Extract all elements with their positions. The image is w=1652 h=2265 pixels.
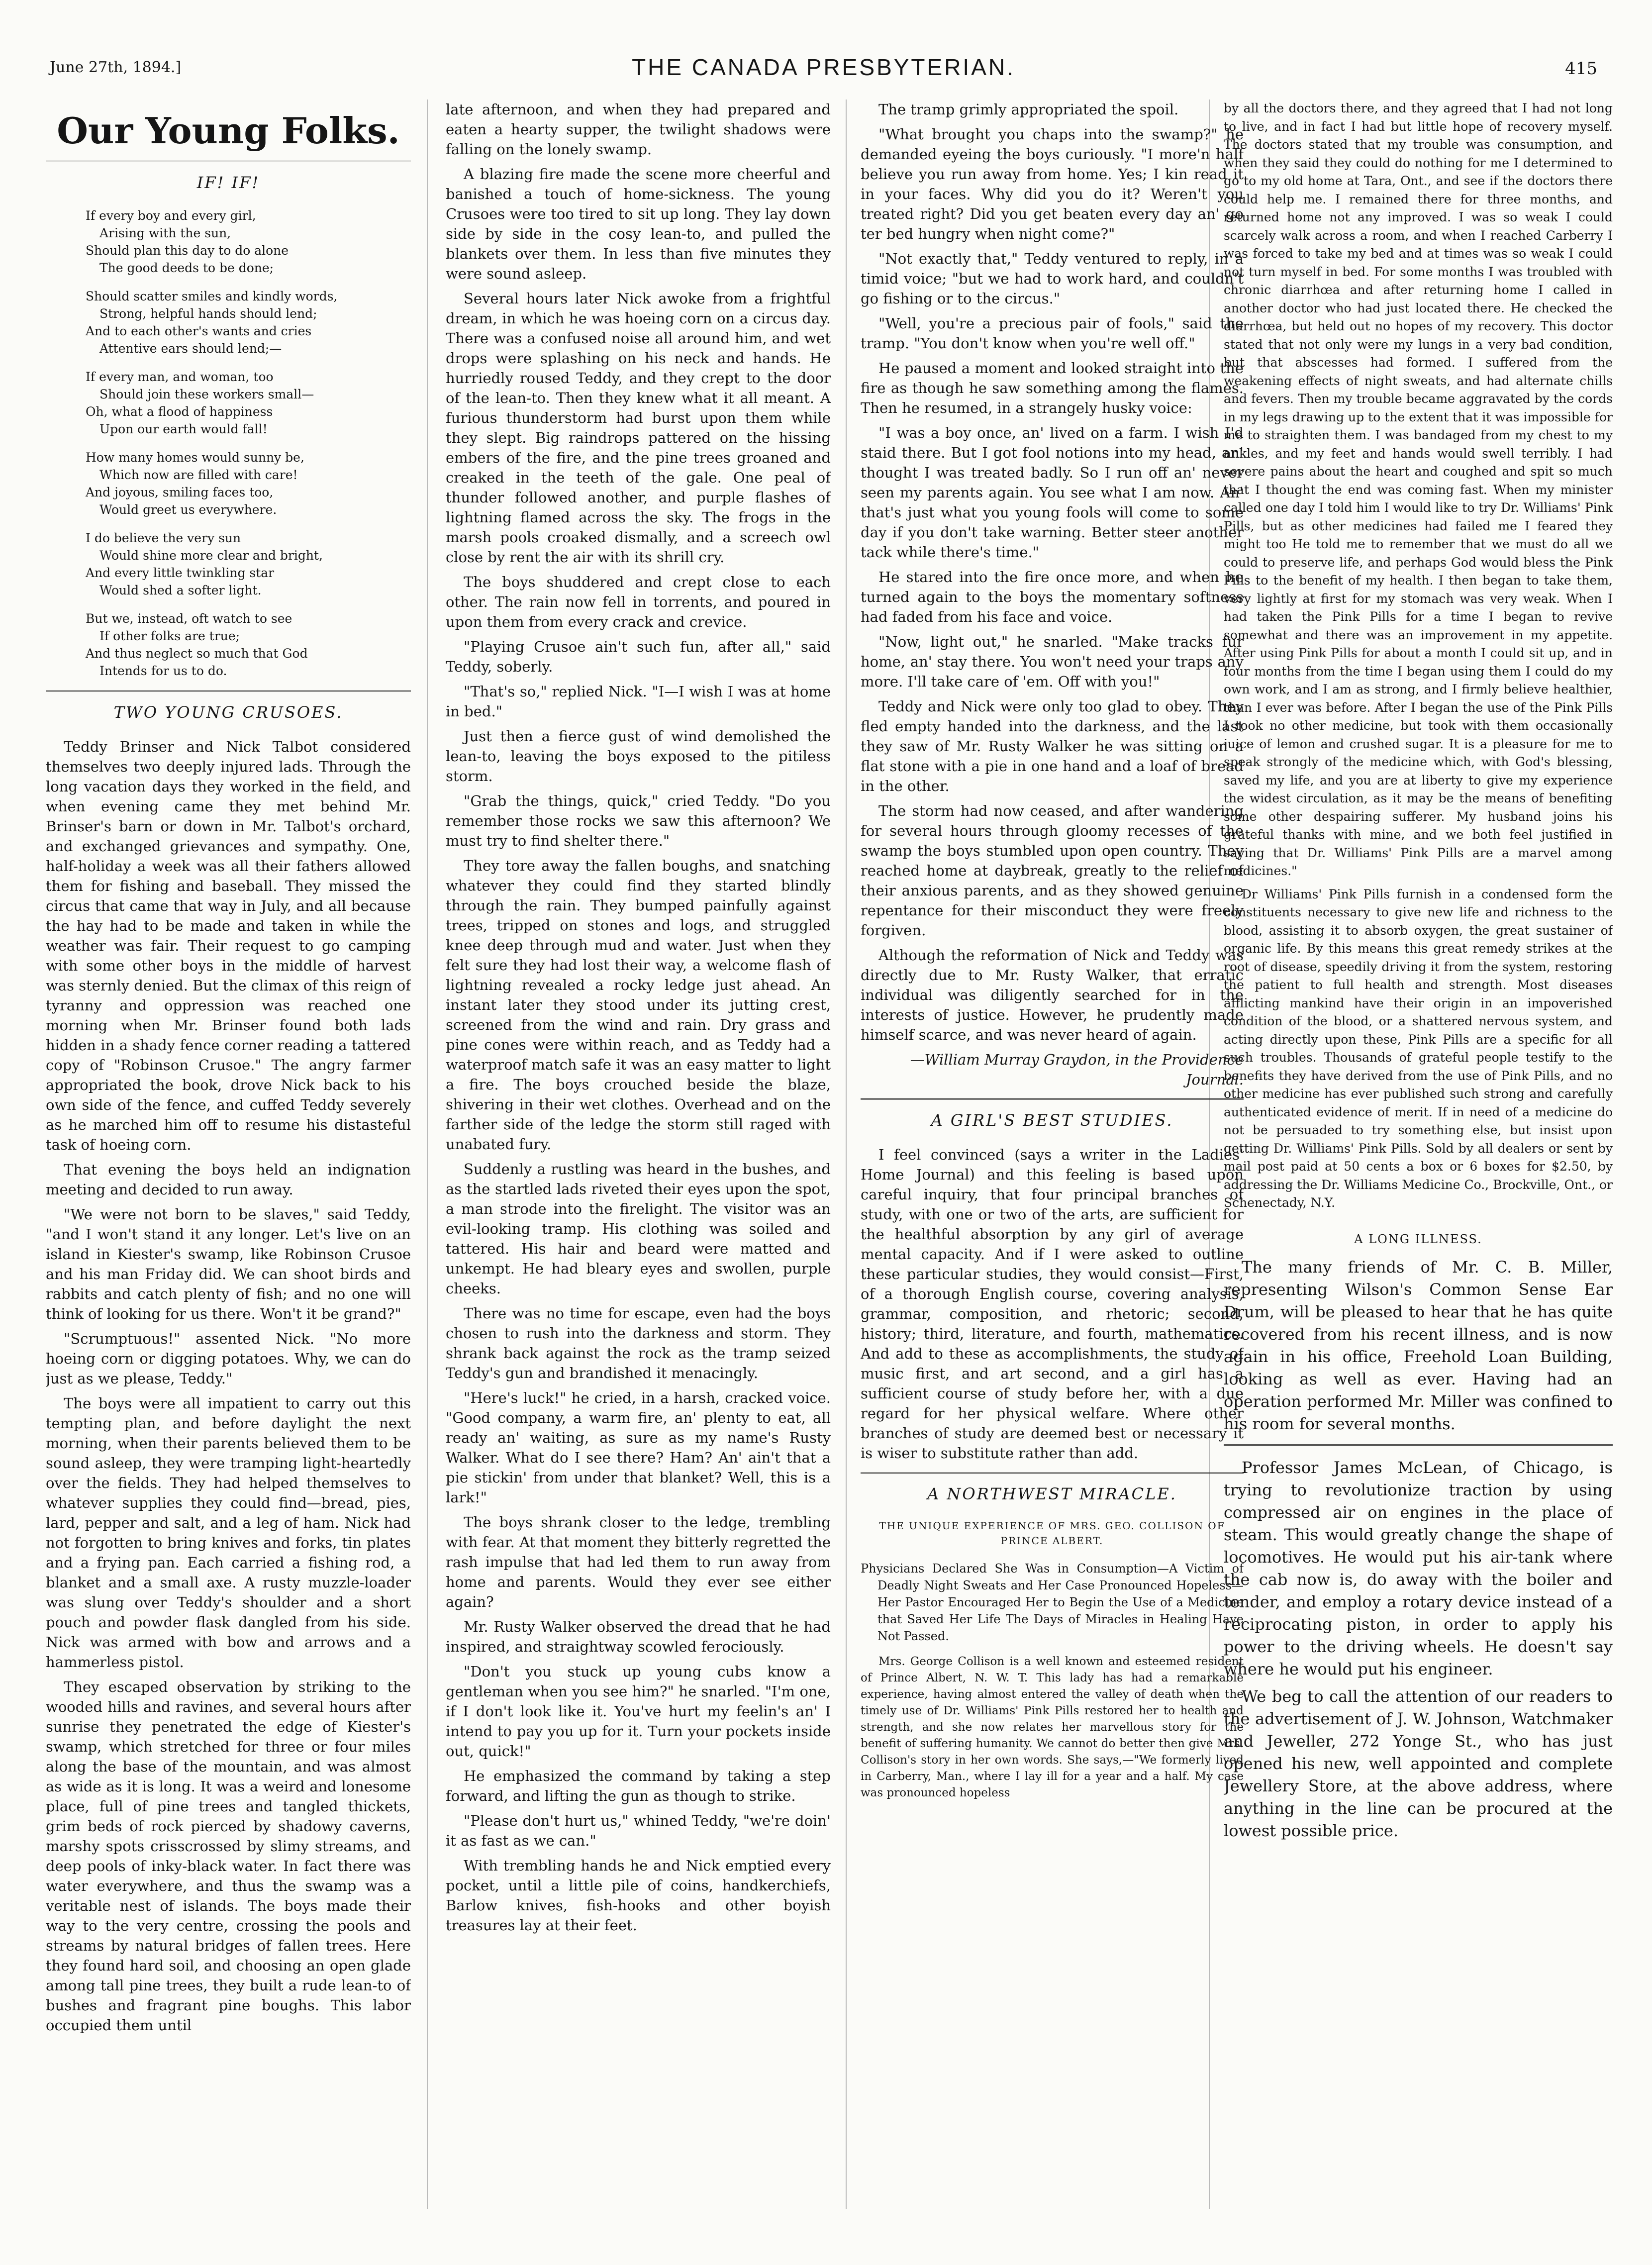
article-paragraph: We beg to call the attention of our readers to the advertisement of J. W. Johnson, Watchmaker and Jeweller, 272 Yonge St., who has just opened his new, well appointed and complete Jewellery Store, at the above address, where anything in the line can be procured at the lowest possible price. — [1224, 1686, 1613, 1840]
poem-line: Upon our earth would fall! — [99, 422, 268, 436]
poem-line: Would greet us everywhere. — [99, 502, 277, 517]
article-deck: Physicians Declared She Was in Consumption—A Victim of Deadly Night Sweats and Her Case Pronounced Hopeless—Her Pastor Encouraged Her to Begin the Use of a Medicine that Saved Her Life The Days of Miracles in Healing Have Not Passed. — [861, 1562, 1244, 1643]
poem-title: IF! IF! — [196, 173, 260, 192]
poem-line: Would shed a softer light. — [99, 583, 262, 597]
story-paragraph: "What brought you chaps into the swamp?" he demanded eyeing the boys curiously. "I more'n half believe you run away from home. Yes; I kin read it in your faces. Why did you do it? Weren't you treated right? Did you get beaten every day an' go ter bed hungry when night come?" — [861, 126, 1244, 242]
poem-stanza — [86, 368, 411, 438]
poem-stanza — [86, 610, 411, 680]
story-paragraph: "That's so," replied Nick. "I—I wish I was at home in bed." — [446, 683, 831, 720]
article-paragraph: Mrs. George Collison is a well known and esteemed resident of Prince Albert, N. W. T. This lady has had a remarkable experience, having almost entered the valley of death when the timely use of Dr. Williams' Pink Pills restored her to health and strength, and she now relates her marvellous story for the benefit of suffering humanity. We cannot do better then give Mrs. Collison's story in her own words. She says,—"We formerly lived in Carberry, Man., where I lay ill for a year and a half. My case was pronounced hopeless — [861, 1655, 1244, 1799]
story-paragraph: The boys were all impatient to carry out this tempting plan, and before daylight the next morning, when their parents believed them to be sound asleep, they were tramping light-heartedly over the fields. They had helped themselves to whatever supplies they could find—bread, pies, lard, pepper and salt, and a leg of ham. Nick had not forgotten to bring knives and forks, tin plates and a frying pan. Each carried a fishing rod, a blanket and a small axe. A rusty muzzle-loader was slung over Teddy's shoulder and a short pouch and powder flask dangled from his side. Nick was armed with bow and arrows and a hammerless pistol. — [46, 1395, 411, 1671]
poem-line: I do believe the very sun — [86, 531, 241, 545]
poem-line: And joyous, smiling faces too, — [86, 485, 274, 499]
story-paragraph: They tore away the fallen boughs, and snatching whatever they could find they started blindly through the rain. They bumped painfully against trees, tripped on stones and logs, and struggled knee deep through mud and water. Just when they felt sure they had lost their way, a welcome flash of lightning revealed a rocky ledge just ahead. An instant later they stood under its jutting crest, screened from the wind and rain. Dry grass and pine cones were within reach, and as Teddy had a waterproof match safe it was an easy matter to light a fire. The boys crouched beside the blaze, shivering in their wet clothes. Overhead and on the farther side of the ledge the storm still raged with unabated fury. — [446, 857, 831, 1153]
section-title: Our Young Folks. — [57, 109, 400, 152]
poem-line: And thus neglect so much that God — [86, 646, 308, 661]
poem-line: Which now are filled with care! — [99, 468, 298, 482]
column-3 — [861, 99, 1244, 2239]
article-paragraph: Professor James McLean, of Chicago, is trying to revolutionize traction by using compressed air on engines in the place of steam. This would greatly change the shape of locomotives. He would put his air-tank where the cab now is, do away with the boiler and tender, and employ a rotary device instead of a reciprocating piston, in order to apply his power to the driving wheels. He doesn't say where he would put his engineer. — [1224, 1458, 1613, 1678]
story-paragraph: Teddy and Nick were only too glad to obey. They fled empty handed into the darkness, and the last they saw of Mr. Rusty Walker he was sitting on a flat stone with a pie in one hand and a loaf of bread in the other. — [861, 698, 1244, 794]
story-paragraph: The tramp grimly appropriated the spoil. — [878, 101, 1179, 118]
poem-line: Strong, helpful hands should lend; — [99, 306, 317, 321]
poem-stanza — [86, 288, 411, 357]
poem-line: If every man, and woman, too — [86, 370, 274, 384]
poem-line: Arising with the sun, — [99, 226, 231, 240]
article-paragraph: by all the doctors there, and they agreed that I had not long to live, and in fact I had but little hope of recovery myself. The doctors stated that my trouble was consumption, and when they said they could do nothing for me I determined to go to my old home at Tara, Ont., and see if the doctors there could help me. I remained there for three months, and returned home not any improved. I was so weak I could scarcely walk across a room, and when I reached Carberry I was forced to take my bed and at times was so weak I could not turn myself in bed. For some months I was troubled with chronic diarrhœa and after returning home I called in another doctor who had just located there. He checked the diarrhœa, but held out no hopes of my recovery. This doctor stated that not only were my lungs in a very bad condition, but that abscesses had formed. I suffered from the weakening effects of night sweats, and had alternate chills and fevers. Then my trouble became aggravated by the cords in my legs drawing up to the extent that it was impossible for me to straighten them. I was bandaged from my chest to my ankles, and my feet and hands would swell terribly. I had severe pains about the heart and coughed and spit so much that I thought the end was coming fast. When my minister called one day I told him I would like to try Dr. Williams' Pink Pills, but as other medicines had failed me I feared they might too He told me to remember that we must do all we could to preserve life, and perhaps God would bless the Pink Pills to the benefit of my health. I then began to take them, very lightly at first for my stomach was very weak. When I had taken the Pink Pills for a time I began to revive somewhat and there was an improvement in my appetite. After using Pink Pills for about a month I could sit up, and in four months from the time I began using them I could do my own work, and I am as strong, and I firmly believe healthier, than I ever was before. After I began the use of the Pink Pills I took no other medicine, but took with them occasionally juice of lemon and crushed sugar. It is a pleasure for me to speak strongly of the medicine which, with God's blessing, saved my life, and you are at liberty to give my experience the widest circulation, as it may be the means of benefiting some other despairing sufferer. My husband joins his grateful thanks with mine, and we both feel justified in saying that Dr. Williams' Pink Pills are a marvel among medicines." — [1224, 101, 1613, 878]
story-paragraph: A blazing fire made the scene more cheerful and banished a touch of home-sickness. The young Crusoes were too tired to sit up long. They lay down side by side in the cosy lean-to, and pulled the blankets over them. In less than five minutes they were sound asleep. — [446, 166, 831, 282]
story-paragraph: "Playing Crusoe ain't such fun, after all," said Teddy, soberly. — [446, 638, 831, 675]
article-paragraph: I feel convinced (says a writer in the Ladies' Home Journal) and this feeling is based upon careful inquiry, that four principal branches of study, with one or two of the arts, are sufficient for the healthful absorption by any girl of average mental capacity. And if I were asked to outline these particular studies, they would consist—First, of a thorough English course, covering analysis, grammar, composition, and rhetoric; second, history; third, literature, and fourth, mathematics. And add to these as accomplishments, the study of music first, and art second, and a girl has a sufficient course of study before her, with a due regard for her physical welfare. Where other branches of study are deemed best or necessary it is wiser to substitute rather than add. — [861, 1146, 1244, 1462]
poem-line: Intends for us to do. — [99, 664, 227, 678]
story-title: TWO YOUNG CRUSOES. — [113, 703, 343, 722]
poem-line: Should scatter smiles and kindly words, — [86, 289, 338, 303]
story-paragraph: Mr. Rusty Walker observed the dread that he had inspired, and straightway scowled ferociously. — [446, 1618, 831, 1655]
poem-line: Attentive ears should lend;— — [99, 341, 282, 356]
story-paragraph: "Scrumptuous!" assented Nick. "No more hoeing corn or digging potatoes. Why, we can do just as we please, Teddy." — [46, 1330, 411, 1387]
poem-line: But we, instead, oft watch to see — [86, 611, 292, 626]
poem-line: If other folks are true; — [99, 629, 240, 643]
divider — [46, 161, 411, 164]
article-subheading: THE UNIQUE EXPERIENCE OF MRS. GEO. COLLISON OF PRINCE ALBERT. — [879, 1520, 1225, 1547]
story-paragraph: late afternoon, and when they had prepared and eaten a hearty supper, the twilight shadows were falling on the lonely swamp. — [446, 101, 831, 158]
story-paragraph: "Now, light out," he snarled. "Make tracks fur home, an' stay there. You won't need your traps any more. I'll take care of 'em. Off with you!" — [861, 633, 1244, 690]
story-paragraph: The storm had now ceased, and after wandering for several hours through gloomy recesses of the swamp the boys stumbled upon open country. They reached home at daybreak, greatly to the relief of their anxious parents, and as they showed genuine repentance for their misconduct they were freely forgiven. — [861, 802, 1244, 939]
poem-line: Should plan this day to do alone — [86, 243, 289, 258]
story-paragraph: "Here's luck!" he cried, in a harsh, cracked voice. "Good company, a warm fire, an' plenty to eat, all ready an' waiting, as sure as my name's Rusty Walker. What do I see there? Ham? An' ain't that a pie stickin' from under that blanket? Well, this is a lark!" — [446, 1389, 831, 1506]
story-paragraph: They escaped observation by striking to the wooded hills and ravines, and several hours after sunrise they penetrated the edge of Kiester's swamp, which stretched for three or four miles along the base of the mountain, and was almost as wide as it is long. It was a weird and lonesome place, full of pine trees and tangled thickets, grim beds of rock pierced by shadowy caverns, marshy spots crisscrossed by slimy streams, and deep pools of inky-black water. In fact there was water everywhere, and thus the swamp was a veritable nest of islands. The boys made their way to the very centre, crossing the pools and streams by natural bridges of fallen trees. Here they found hard soil, and choosing an open glade among tall pine trees, they built a rude lean-to of bushes and fragrant pine boughs. This labor occupied them until — [46, 1678, 411, 2034]
story-paragraph: "Don't you stuck up young cubs know a gentleman when you see him?" he snarled. "I'm one, if I don't look like it. You've hurt my feelin's an' I intend to pay you up for it. Turn your pockets inside out, quick!" — [446, 1663, 831, 1760]
divider — [861, 1472, 1244, 1476]
column-2 — [446, 99, 831, 2239]
story-paragraph: The boys shrank closer to the ledge, trembling with fear. At that moment they bitterly regretted the rash impulse that had led them to run away from home and parents. Would they ever see either again? — [446, 1514, 831, 1610]
column-1 — [46, 99, 411, 2239]
poem-line: And every little twinkling star — [86, 566, 275, 580]
newspaper-title: THE CANADA PRESBYTERIAN. — [632, 54, 1015, 80]
story-paragraph: "Please don't hurt us," whined Teddy, "we're doin' it as fast as we can." — [446, 1812, 831, 1849]
article-paragraph: Dr Williams' Pink Pills furnish in a condensed form the constituents necessary to give new life and richness to the blood, assisting it to absorb oxygen, the great sustainer of organic life. By this means this great remedy strikes at the root of disease, speedily driving it from the system, restoring the patient to full health and strength. Most diseases afflicting mankind have their origin in an impoverished condition of the blood, or a shattered nervous system, and acting directly upon these, Pink Pills are a specific for all such troubles. Thousands of grateful people testify to the benefits they have derived from the use of Pink Pills, and no other medicine has ever published such strong and carefully authenticated evidence of merit. If in need of a medicine do not be persuaded to try something else, but insist upon getting Dr. Williams' Pink Pills. Sold by all dealers or sent by mail post paid at 50 cents a box or 6 boxes for $2.50, by addressing the Dr. Williams Medicine Co., Brockville, Ont., or Schenectady, N.Y. — [1224, 886, 1613, 1210]
poem-stanza — [86, 449, 411, 518]
poem-line: If every boy and every girl, — [86, 208, 256, 223]
story-paragraph: "Not exactly that," Teddy ventured to reply, in a timid voice; "but we had to work hard, and couldn't go fishing or to the circus." — [861, 250, 1244, 307]
story-paragraph: He stared into the fire once more, and when he turned again to the boys the momentary softness had faded from his face and voice. — [861, 569, 1244, 625]
story-paragraph: "We were not born to be slaves," said Teddy, "and I won't stand it any longer. Let's live on an island in Kiester's swamp, like Robinson Crusoe and his man Friday did. We can shoot birds and rabbits and catch plenty of fish; and no one will think of looking for us there. Won't it be grand?" — [46, 1206, 411, 1322]
page-number: 415 — [1565, 59, 1597, 79]
story-paragraph: He paused a moment and looked straight into the fire as though he saw something among the flames. Then he resumed, in a strangely husky voice: — [861, 360, 1244, 416]
story-paragraph: "Well, you're a precious pair of fools," said the tramp. "You don't know when you're well off." — [861, 315, 1244, 352]
story-paragraph: The boys shuddered and crept close to each other. The rain now fell in torrents, and poured in upon them from every crack and crevice. — [446, 574, 831, 630]
story-paragraph: "I was a boy once, an' lived on a farm. I wish I'd staid there. But I got fool notions into my head, an' thought I was treated badly. So I run off an' never seen my parents again. You see what I am now. An' that's just what you young fools will come to some day if you don't take warning. Better steer another tack while there's time." — [861, 424, 1244, 561]
poem-line: Should join these workers small— — [99, 387, 314, 401]
poem-stanza — [86, 529, 411, 599]
story-paragraph: Several hours later Nick awoke from a frightful dream, in which he was hoeing corn on a circus day. There was a confused noise all around him, and wet drops were splashing on his neck and hands. He hurriedly roused Teddy, and they crept to the door of the lean-to. Then they knew what it all meant. A furious thunderstorm had burst upon them while they slept. Big raindrops pattered on the hissing embers of the fire, and the pine trees groaned and creaked in the teeth of the gale. One peal of thunder followed another, and purple flashes of lightning flamed across the sky. The frogs in the marsh pools croaked dismally, and a screech owl close by rent the air with its shrill cry. — [446, 290, 831, 566]
poem — [86, 207, 411, 680]
poem-line: Oh, what a flood of happiness — [86, 404, 273, 419]
poem-stanza — [86, 207, 411, 277]
divider — [46, 690, 411, 694]
poem-line: The good deeds to be done; — [99, 261, 274, 275]
article-title: A GIRL'S BEST STUDIES. — [931, 1111, 1173, 1130]
column-divider — [427, 99, 428, 2209]
article-title: A NORTHWEST MIRACLE. — [927, 1484, 1177, 1503]
column-4 — [1224, 99, 1613, 2239]
story-paragraph: That evening the boys held an indignation meeting and decided to run away. — [46, 1161, 411, 1198]
story-paragraph: There was no time for escape, even had the boys chosen to rush into the darkness and storm. They shrank back against the rock as the tramp seized Teddy's gun and brandished it menacingly. — [446, 1305, 831, 1381]
story-credit: —William Murray Graydon, in the Providence Journal. — [910, 1051, 1244, 1088]
poem-line: And to each other's wants and cries — [86, 324, 312, 338]
divider — [861, 1098, 1244, 1102]
story-paragraph: Although the reformation of Nick and Teddy was directly due to Mr. Rusty Walker, that erratic individual was diligently searched for in the interests of justice. However, he prudently made himself scarce, and was never heard of again. — [861, 947, 1244, 1043]
story-paragraph: Just then a fierce gust of wind demolished the lean-to, leaving the boys exposed to the pitiless storm. — [446, 728, 831, 785]
poem-line: Would shine more clear and bright, — [99, 548, 323, 563]
poem-line: How many homes would sunny be, — [86, 450, 304, 465]
story-paragraph: Teddy Brinser and Nick Talbot considered themselves two deeply injured lads. Through the long vacation days they worked in the field, and when evening came they met behind Mr. Brinser's barn or down in Mr. Talbot's orchard, and exchanged grievances and sympathy. One, half-holiday a week was all their fathers allowed them for fishing and baseball. They missed the circus that came that way in July, and all because the hay had to be made and taken in while the weather was fair. Their request to go camping with some other boys in the middle of harvest was sternly denied. But the climax of this reign of tyranny and oppression was reached one morning when Mr. Brinser found both lads hidden in a shady fence corner reading a tattered copy of "Robinson Crusoe." The angry farmer appropriated the book, drove Nick back to his own side of the fence, and cuffed Teddy severely as he marched him off to resume his distasteful task of hoeing corn. — [46, 738, 411, 1153]
column-divider — [846, 99, 847, 2209]
story-paragraph: He emphasized the command by taking a step forward, and lifting the gun as though to strike. — [446, 1768, 831, 1804]
divider — [1224, 1444, 1613, 1448]
article-paragraph: The many friends of Mr. C. B. Miller, representing Wilson's Common Sense Ear Drum, will be pleased to hear that he has quite recovered from his recent illness, and is now again in his office, Freehold Loan Building, looking as well as ever. Having had an operation performed Mr. Miller was confined to his room for several months. — [1224, 1257, 1613, 1433]
story-paragraph: Suddenly a rustling was heard in the bushes, and as the startled lads riveted their eyes upon the spot, a man strode into the firelight. The visitor was an evil-looking tramp. His clothing was soiled and tattered. His hair and beard were matted and unkempt. He had bleary eyes and swollen, purple cheeks. — [446, 1161, 831, 1297]
story-paragraph: With trembling hands he and Nick emptied every pocket, until a little pile of coins, handkerchiefs, Barlow knives, fish-hooks and other boyish treasures lay at their feet. — [446, 1857, 831, 1934]
story-paragraph: "Grab the things, quick," cried Teddy. "Do you remember those rocks we saw this afternoon? We must try to find shelter there." — [446, 792, 831, 849]
page-header — [50, 54, 1597, 84]
issue-date: June 27th, 1894.] — [50, 59, 182, 76]
article-title: A LONG ILLNESS. — [1354, 1232, 1482, 1246]
